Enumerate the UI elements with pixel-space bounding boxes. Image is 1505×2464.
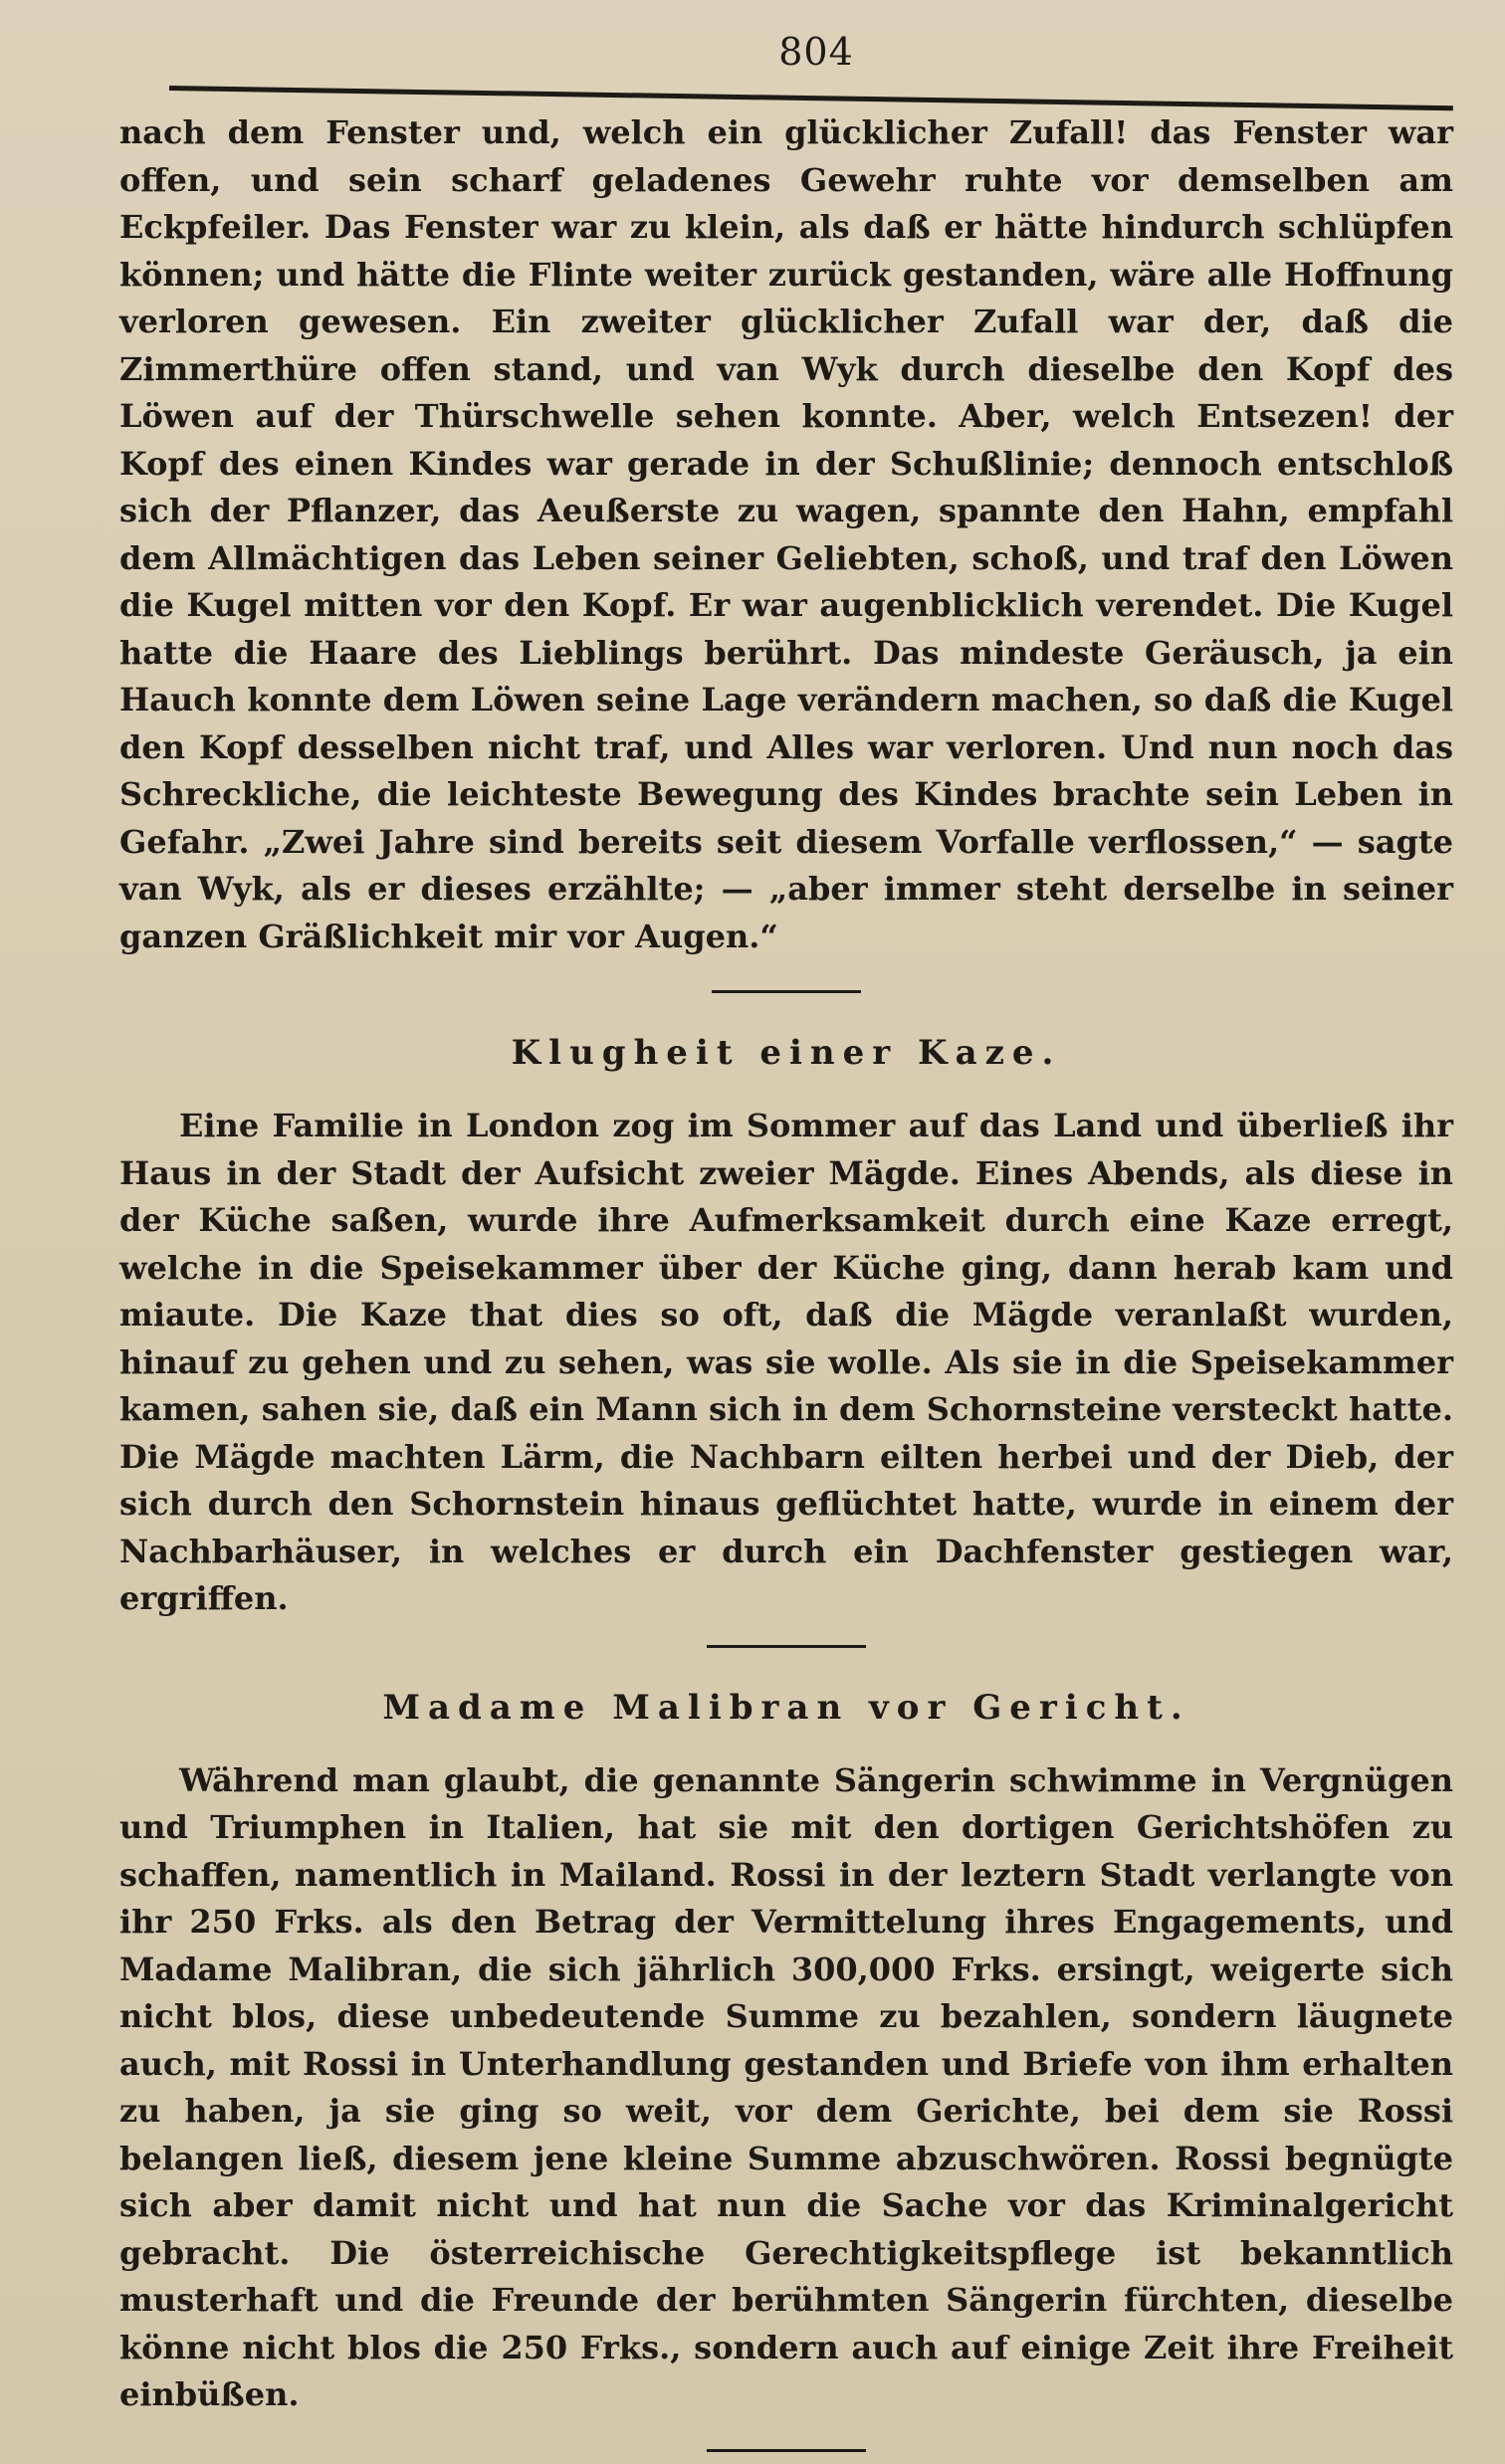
article3-paragraph: Während man glaubt, die genannte Sängerin schwimme in Vergnügen und Triumphen in Italien, hat sie mit den dortigen Gerichtshöfen zu schaffen, namentlich in Mailand. Rossi in der leztern Stadt verlangte von ihr 250 Frks. als den Betrag der Vermittelung ihres Engagements, und Madame Malibran, die sich jährlich 300,000 Frks. ersingt, weigerte sich nicht blos, diese unbedeutende Summe zu bezahlen, sondern läugnete auch, mit Rossi in Unterhandlung gestanden und Briefe von ihm erhalten zu haben, ja sie ging so weit, vor dem Gerichte, bei dem sie Rossi belangen ließ, diesem jene kleine Summe abzuschwören. Rossi begnügte sich aber damit nicht und hat nun die Sache vor das Kriminalgericht gebracht. Die österreichische Gerechtigkeitspflege ist bekanntlich musterhaft und die Freunde der berühmten Sängerin fürchten, dieselbe könne nicht blos die 250 Frks., sondern auch auf einige Zeit ihre Freiheit einbüßen. xyxy=(119,1760,1453,2413)
section-divider xyxy=(707,1645,866,1648)
header-rule xyxy=(169,86,1453,110)
article3-title: Madame Malibran vor Gericht. xyxy=(382,1687,1190,1728)
page-content xyxy=(119,109,1453,2452)
end-divider xyxy=(707,2449,866,2452)
article2-paragraph: Eine Familie in London zog im Sommer auf das Land und überließ ihr Haus in der Stadt der Aufsicht zweier Mägde. Eines Abends, als diese in der Küche saßen, wurde ihre Aufmerksamkeit durch eine Kaze erregt, welche in die Speisekammer über der Küche ging, dann herab kam und miaute. Die Kaze that dies so oft, daß die Mägde veranlaßt wurden, hinauf zu gehen und zu sehen, was sie wolle. Als sie in die Speisekammer kamen, sahen sie, daß ein Mann sich in dem Schornsteine versteckt hatte. Die Mägde machten Lärm, die Nachbarn eilten herbei und der Dieb, der sich durch den Schornstein hinaus geflüchtet hatte, wurde in einem der Nachbarhäuser, in welches er durch ein Dachfenster gestiegen war, ergriffen. xyxy=(119,1107,1453,1617)
article1-paragraph: nach dem Fenster und, welch ein glücklicher Zufall! das Fenster war offen, und sein scharf geladenes Gewehr ruhte vor demselben am Eckpfeiler. Das Fenster war zu klein, als daß er hätte hindurch schlüpfen können; und hätte die Flinte weiter zurück gestanden, wäre alle Hoffnung verloren gewesen. Ein zweiter glücklicher Zufall war der, daß die Zimmerthüre offen stand, und van Wyk durch dieselbe den Kopf des Löwen auf der Thürschwelle sehen konnte. Aber, welch Entsezen! der Kopf des einen Kindes war gerade in der Schußlinie; dennoch entschloß sich der Pflanzer, das Aeußerste zu wagen, spannte den Hahn, empfahl dem Allmächtigen das Leben seiner Geliebten, schoß, und traf den Löwen die Kugel mitten vor den Kopf. Er war augenblicklich verendet. Die Kugel hatte die Haare des Lieblings berührt. Das mindeste Geräusch, ja ein Hauch konnte dem Löwen seine Lage verändern machen, so daß die Kugel den Kopf desselben nicht traf, und Alles war verloren. Und nun noch das Schreckliche, die leichteste Bewegung des Kindes brachte sein Leben in Gefahr. „Zwei Jahre sind bereits seit diesem Vorfalle verflossen,“ — sagte van Wyk, als er dieses erzählte; — „aber immer steht derselbe in seiner ganzen Gräßlichkeit mir vor Augen.“ xyxy=(119,113,1453,955)
section-divider xyxy=(712,990,861,993)
article2-title: Klugheit einer Kaze. xyxy=(511,1033,1062,1073)
page-number: 804 xyxy=(778,30,854,74)
